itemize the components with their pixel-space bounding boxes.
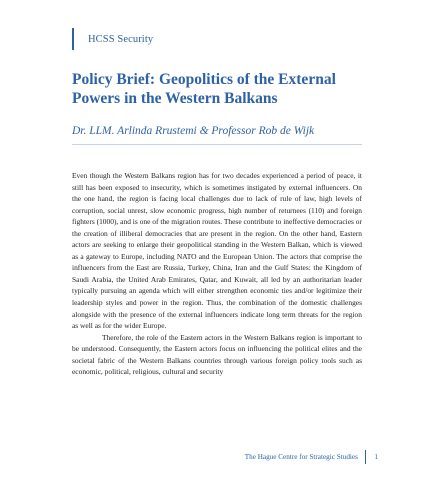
header-label: HCSS Security xyxy=(88,33,154,45)
document-authors: Dr. LLM. Arlinda Rrustemi & Professor Rob de Wijk xyxy=(72,125,315,137)
page-header xyxy=(72,28,153,50)
title-divider xyxy=(72,144,362,145)
body-paragraph-2: Therefore, the role of the Eastern actors in the Western Balkans region is important to be understood. Consequently, the Eastern actors focus on influencing the political elites and the societal fabric of the Western Balkans countries through various foreign policy tools such as economic, political, religious, cultural and security xyxy=(72,332,362,377)
page-number: 1 xyxy=(374,453,378,461)
document-body xyxy=(72,170,362,378)
body-paragraph-1: Even though the Western Balkans region has for two decades experienced a period of peace, it still has been exposed to insecurity, which is sometimes instigated by external influencers. On the one hand, the region is facing local challenges due to lack of rule of law, high levels of corruption, social unrest, slow economic progress, high number of returnees (110) and foreign fighters (1000), and is one of the migration routes. These contribute to ineffective democracies or the creation of illiberal democracies that are present in the region. On the other hand, Eastern actors are seeking to enlarge their geopolitical standing in the Western Balkan, which is viewed as a gateway to Europe, including NATO and the European Union. The actors that comprise the influencers from the East are Russia, Turkey, China, Iran and the Gulf States: the Kingdom of Saudi Arabia, the United Arab Emirates, Qatar, and Kuwait, all led by an authoritarian leader typically pursuing an agenda which will either strengthen economic ties and/or legitimize their leadership styles and power in the region. Thus, the combination of the domestic challenges alongside with the presence of the external influencers indicate long term threats for the region as well as for the wider Europe. xyxy=(72,171,362,331)
footer-organization: The Hague Centre for Strategic Studies xyxy=(244,453,358,461)
page-footer xyxy=(245,449,378,465)
document-title: Policy Brief: Geopolitics of the External Powers in the Western Balkans xyxy=(72,71,336,107)
